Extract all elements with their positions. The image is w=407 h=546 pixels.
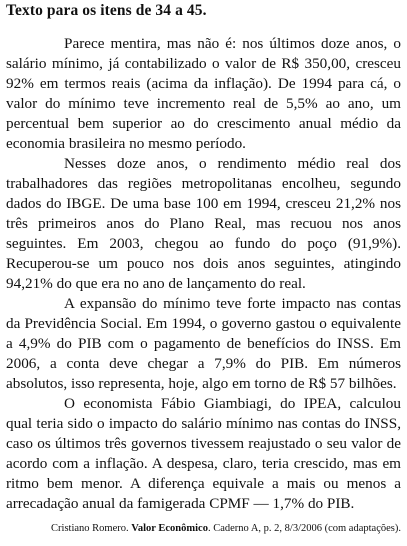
source-details: . Caderno A, p. 2, 8/3/2006 (com adaptações). bbox=[207, 523, 401, 534]
source-author: Cristiano Romero. bbox=[51, 523, 129, 534]
article-body bbox=[6, 34, 401, 514]
paragraph-4: O economista Fábio Giambiagi, do IPEA, calculou qual teria sido o impacto do salário mínimo nas contas do INSS, caso os últimos três governos tivessem reajustado o seu valor de acordo com a inflação. A despesa, claro, teria crescido, mas em ritmo bem menor. A diferença equivale a mais ou menos a arrecadação anual da famigerada CPMF — 1,7% do PIB. bbox=[6, 395, 401, 512]
source-publication: Valor Econômico bbox=[131, 523, 208, 534]
paragraph-2: Nesses doze anos, o rendimento médio real dos trabalhadores das regiões metropolitanas encolheu, segundo dados do IBGE. De uma base 100 em 1994, cresceu 21,2% nos três primeiros anos do Plano Real, mas recuou nos anos seguintes. Em 2003, chegou ao fundo do poço (91,9%). Recuperou-se um pouco nos dois anos seguintes, atingindo 94,21% do que era no ano de lançamento do real. bbox=[6, 155, 401, 292]
source-citation bbox=[51, 522, 401, 536]
paragraph-1: Parece mentira, mas não é: nos últimos doze anos, o salário mínimo, já contabilizado o valor de R$ 350,00, cresceu 92% em termos reais (acima da inflação). De 1994 para cá, o valor do mínimo teve incremento real de 5,5% ao ano, um percentual bem superior ao do crescimento anual médio da economia brasileira no mesmo período. bbox=[6, 35, 401, 152]
paragraph-3: A expansão do mínimo teve forte impacto nas contas da Previdência Social. Em 1994, o governo gastou o equivalente a 4,9% do PIB com o pagamento de benefícios do INSS. Em 2006, a conta deve chegar a 7,9% do PIB. Em números absolutos, isso representa, hoje, algo em torno de R$ 57 bilhões. bbox=[6, 295, 401, 392]
document-heading: Texto para os itens de 34 a 45. bbox=[6, 2, 207, 19]
